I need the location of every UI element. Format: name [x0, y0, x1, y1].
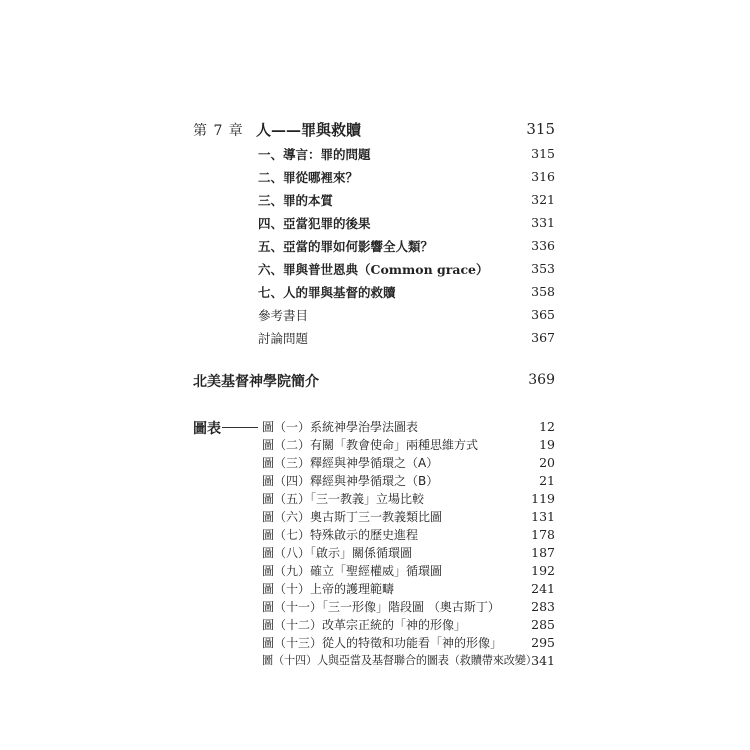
figure-page: 119: [531, 491, 555, 506]
figure-page: 21: [539, 473, 555, 488]
section-page: 336: [531, 238, 555, 253]
chapter-title: 人——罪與救贖: [256, 121, 362, 139]
section-label: 二、罪從哪裡來？: [258, 170, 359, 185]
section-label: 五、亞當的罪如何影響全人類？: [258, 239, 434, 254]
chapter-page: 315: [526, 120, 555, 138]
section-page: 321: [531, 192, 555, 207]
figure-label: 圖（十）上帝的護理範疇: [262, 582, 395, 596]
figure-label: 圖（五）「三一教義」立場比較: [262, 492, 425, 506]
figure-label: 圖（四）釋經與神學循環之（B）: [262, 474, 439, 488]
figure-page: 20: [539, 455, 555, 470]
figure-page: 131: [531, 509, 555, 524]
figure-page: 241: [531, 581, 555, 596]
section-page: 315: [531, 146, 555, 161]
section-page: 331: [531, 215, 555, 230]
figure-page: 187: [531, 545, 555, 560]
figure-label: 圖（八）「啟示」關係循環圖: [262, 546, 413, 560]
appendix-title: 北美基督神學院簡介: [193, 374, 319, 390]
figure-page: 178: [531, 527, 555, 542]
section-page: 353: [531, 261, 555, 276]
section-page: 365: [531, 307, 555, 322]
section-page: 358: [531, 284, 555, 299]
section-label: 四、亞當犯罪的後果: [258, 216, 371, 231]
appendix-page: 369: [528, 372, 555, 388]
figure-page: 295: [531, 635, 555, 650]
figure-label: 圖（六）奧古斯丁三一教義類比圖: [262, 510, 443, 524]
figure-label: 圖（二）有關「教會使命」兩種思維方式: [262, 438, 479, 452]
figure-label: 圖（十一）「三一形像」階段圖 （奧古斯丁）: [262, 600, 500, 614]
section-label: 參考書目: [258, 308, 309, 323]
section-label: 三、罪的本質: [258, 193, 334, 208]
figure-label: 圖（七）特殊啟示的歷史進程: [262, 528, 419, 542]
figures-heading: 圖表: [193, 421, 221, 437]
figure-page: 283: [531, 599, 555, 614]
section-label: 七、人的罪與基督的救贖: [258, 285, 396, 300]
figures-heading-rule: [222, 427, 258, 428]
section-label: 一、導言：罪的問題: [258, 147, 371, 162]
figure-label: 圖（十二）改革宗正統的「神的形像」: [262, 618, 467, 632]
figure-label: 圖（九）確立「聖經權威」循環圖: [262, 564, 443, 578]
section-page: 367: [531, 330, 555, 345]
figure-page: 341: [531, 653, 555, 668]
figure-page: 192: [531, 563, 555, 578]
figure-label: 圖（十四）人與亞當及基督聯合的圖表（救贖帶來改變）: [262, 654, 537, 667]
figure-label: 圖（十三）從人的特徵和功能看「神的形像」: [262, 636, 503, 650]
figure-page: 285: [531, 617, 555, 632]
chapter-number: 第 7 章: [193, 123, 244, 139]
section-page: 316: [531, 169, 555, 184]
section-label: 六、罪與普世恩典（Common grace）: [258, 262, 489, 277]
figure-page: 19: [539, 437, 555, 452]
section-label: 討論問題: [258, 331, 309, 346]
figure-label: 圖（一）系統神學治學法圖表: [262, 420, 419, 434]
figure-label: 圖（三）釋經與神學循環之（A）: [262, 456, 439, 470]
figure-page: 12: [539, 419, 555, 434]
